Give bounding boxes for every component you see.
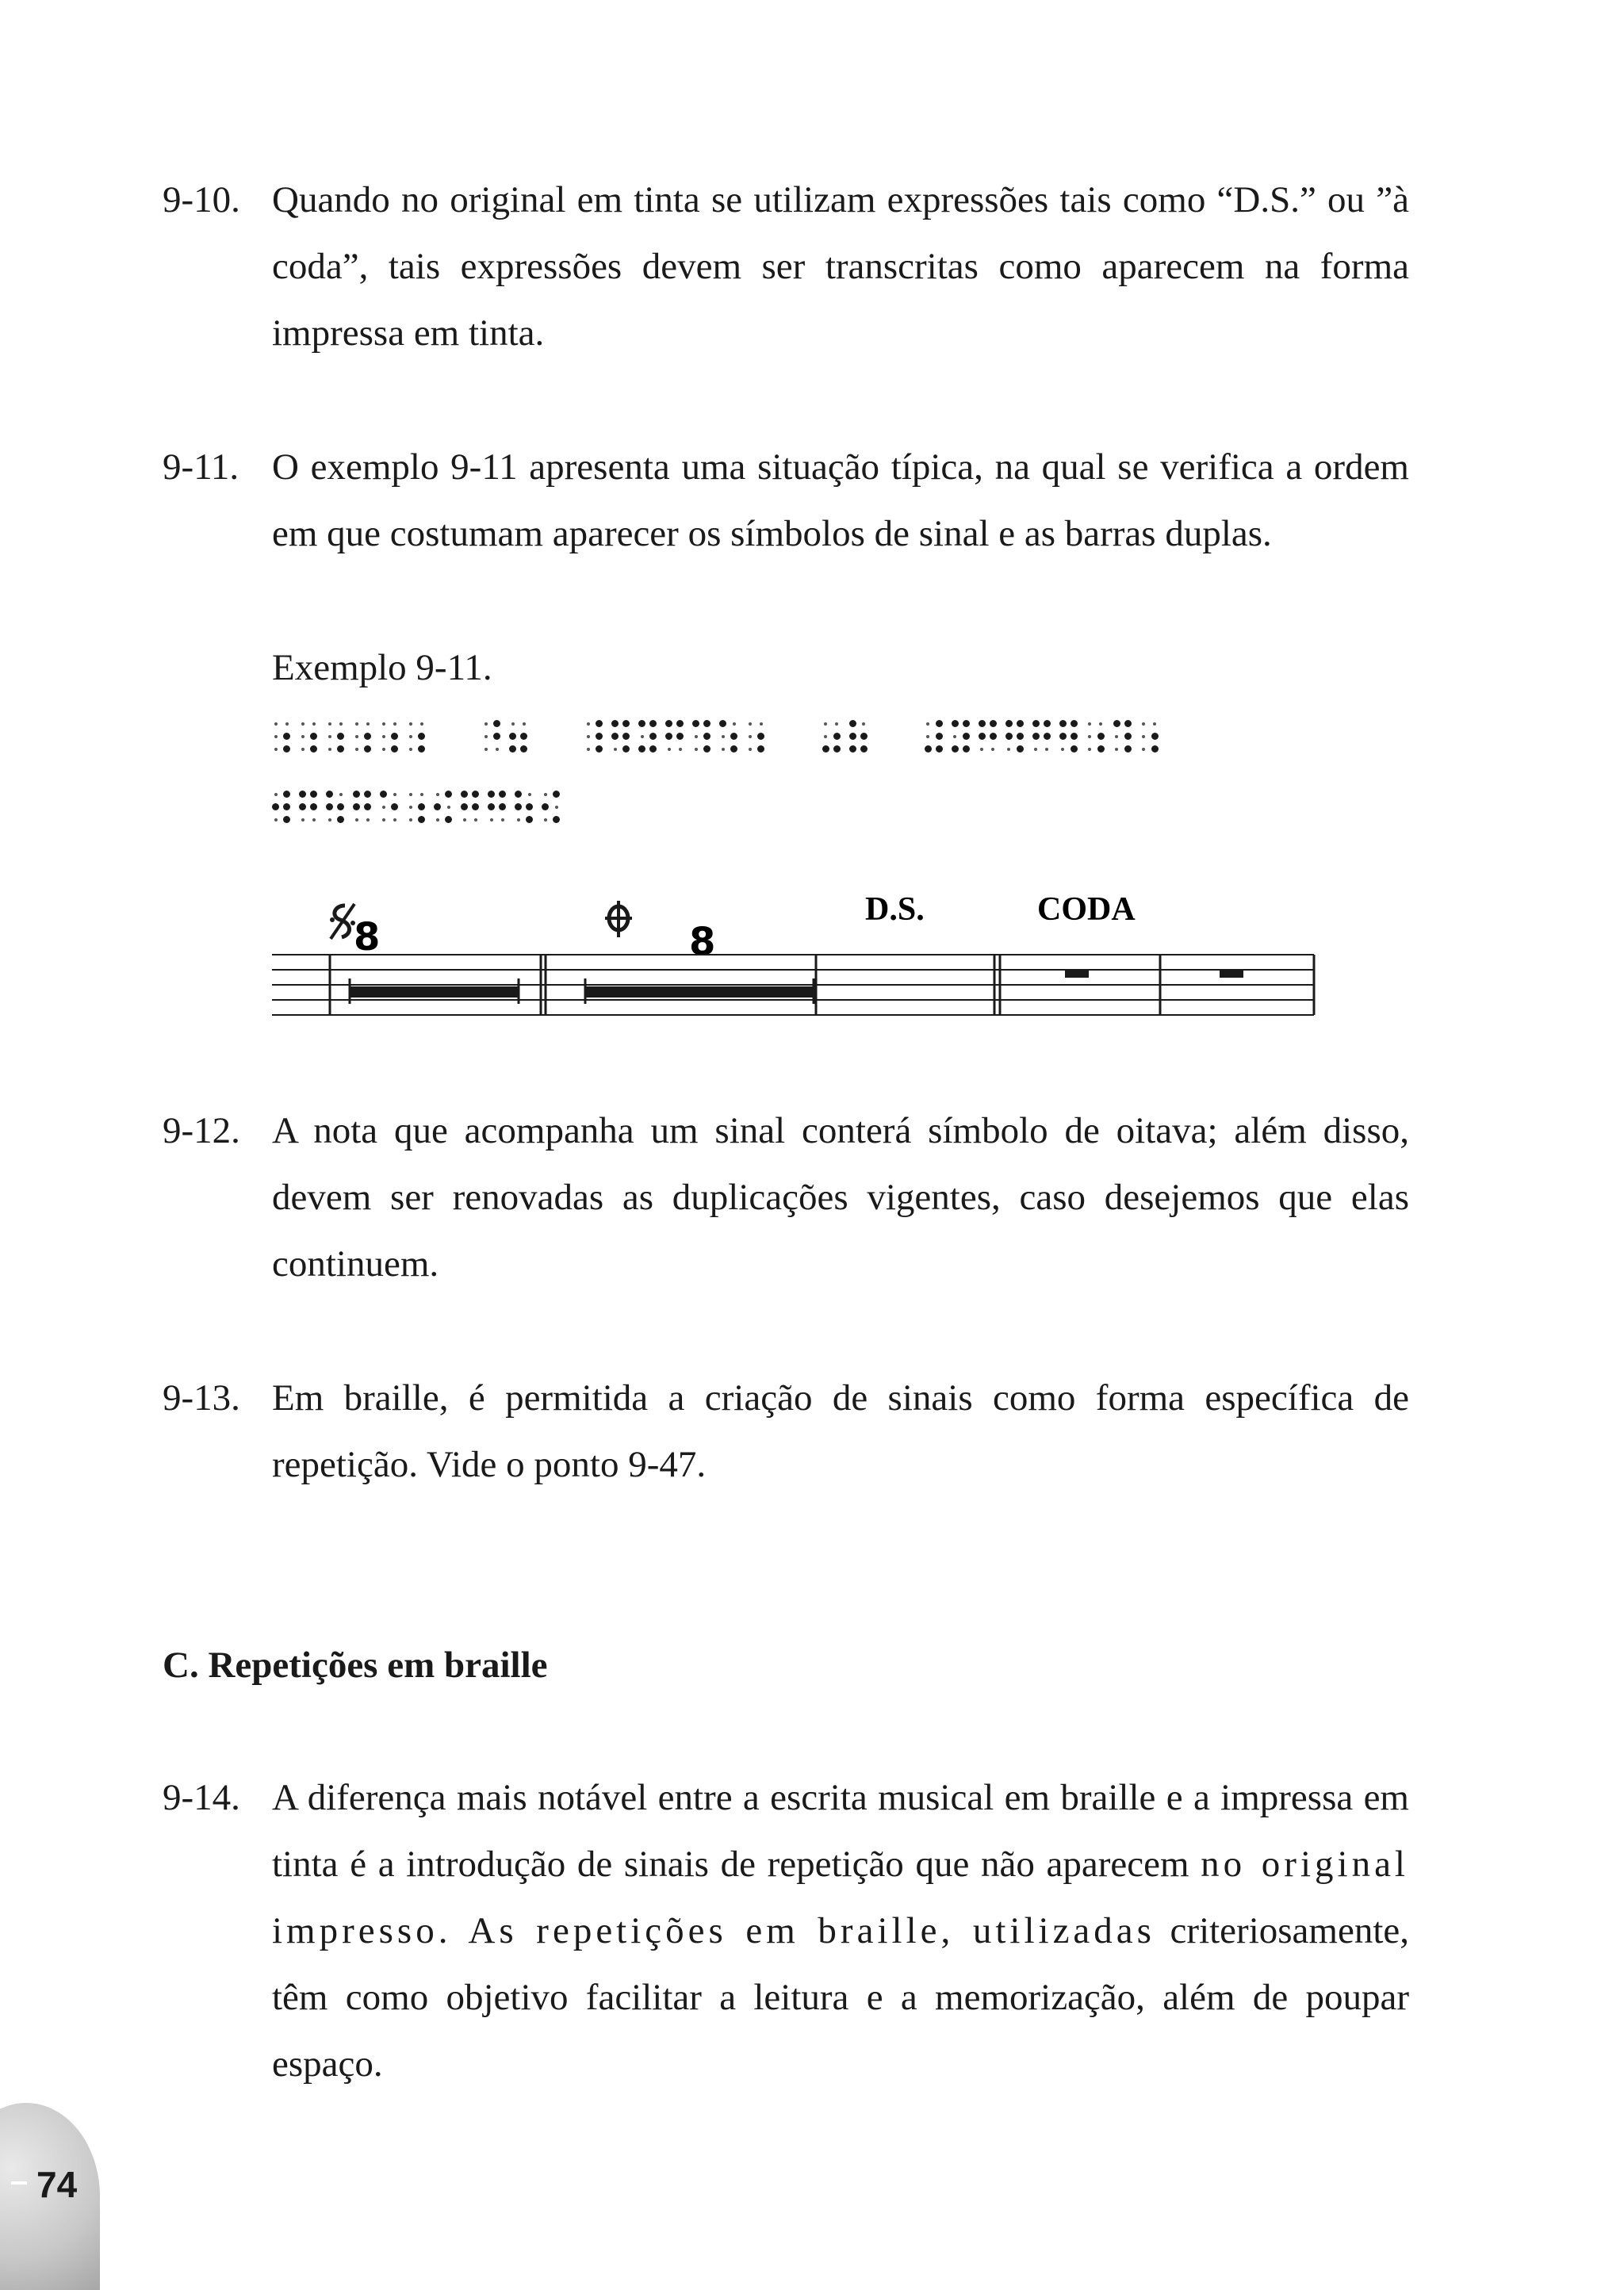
braille-dot [474,818,477,821]
braille-dot [517,818,520,821]
braille-dot [676,720,684,727]
braille-cell [272,720,289,760]
braille-dot [299,803,306,810]
paragraph-number: 9-14. [163,1777,240,1818]
braille-dot [1099,722,1102,726]
braille-dot [382,748,385,751]
braille-dot [692,720,699,727]
braille-dot [283,733,290,740]
braille-dot [1124,733,1132,740]
braille-dot [301,722,304,726]
braille-dot [461,803,468,810]
braille-dot [355,748,358,751]
braille-dot [511,722,515,726]
braille-dot [509,745,516,752]
braille-dot [409,806,412,809]
braille-dot [409,793,412,796]
staff-lines [272,955,1314,1015]
braille-dot [493,720,500,727]
paragraph-number: 9-12. [163,1110,240,1151]
braille-dot [339,722,343,726]
braille-cell [299,720,316,760]
segno-icon [330,904,355,939]
braille-dot [622,733,630,740]
braille-dot [364,745,371,752]
braille-dot [382,806,385,809]
braille-cell [1005,720,1023,760]
braille-cell [461,791,478,830]
braille-dot [1142,735,1145,738]
braille-dot [757,745,764,752]
braille-dot [418,745,425,752]
braille-dot [833,745,841,752]
braille-dot [668,748,671,751]
braille-dot [1115,735,1118,738]
braille-dot [649,733,657,740]
braille-dot [366,722,370,726]
rest-count-1: 8 [354,915,381,959]
braille-cell [488,791,505,830]
braille-dot [463,818,466,821]
braille-dot [488,803,495,810]
braille-dot [310,745,317,752]
braille-cell [925,720,942,760]
braille-dot [472,803,479,810]
braille-dot [703,720,710,727]
braille-dot [1034,748,1037,751]
braille-dot [833,733,841,740]
braille-dot [1059,720,1067,727]
braille-dot [434,803,441,810]
multi-rest-2 [585,986,814,998]
braille-dot [611,720,619,727]
braille-dot [393,722,396,726]
braille-dot [1097,745,1105,752]
braille-dot [824,722,827,726]
braille-dot [936,745,943,752]
braille-dot [1153,722,1156,726]
braille-dot [1071,720,1078,727]
braille-dot [337,816,344,823]
braille-dot [283,745,290,752]
braille-dot [1088,722,1091,726]
paragraph-9-14 [163,1764,1409,2097]
braille-dot [328,735,331,738]
braille-dot [760,722,763,726]
braille-dot [925,745,932,752]
braille-dot [849,733,856,740]
braille-dot [1059,733,1067,740]
braille-cell [380,791,397,830]
braille-cell [353,720,370,760]
braille-dot [391,803,398,810]
paragraph-text: A nota que acompanha um sinal conterá símbolo de oitava; além disso, devem ser renovadas as duplicações vigentes, caso desejemos que elas continuem. [272,1110,1409,1285]
braille-dot [822,745,829,752]
braille-dot [676,733,684,740]
braille-dot [328,818,331,821]
braille-cell [822,720,840,760]
braille-dot [555,806,558,809]
braille-cell [1032,720,1050,760]
braille-dot [1124,720,1132,727]
braille-dot [391,733,398,740]
braille-dot [542,803,549,810]
braille-dot [274,793,278,796]
braille-dot [614,748,617,751]
braille-dot [364,803,371,810]
paragraph-text: Em braille, é permitida a criação de sinais como forma específica de repetição. Vide o ponto 9-47. [272,1377,1409,1485]
braille-dot [824,735,827,738]
braille-dot [285,722,289,726]
braille-dot [493,733,500,740]
braille-dot [1142,748,1145,751]
braille-dot [490,818,493,821]
braille-dot [544,793,547,796]
braille-dot [665,720,672,727]
braille-dot [587,735,590,738]
braille-dot [963,720,970,727]
braille-dot [596,733,603,740]
braille-cell [849,720,867,760]
braille-dot [926,722,929,726]
braille-dot [509,733,516,740]
braille-dot [382,818,385,821]
coda-label: CODA [1037,891,1136,928]
multi-rest-1 [350,986,519,998]
braille-dot [849,720,856,727]
braille-dot [649,720,657,727]
braille-dot [1017,720,1024,727]
braille-dot [979,733,986,740]
braille-dot [1044,720,1051,727]
braille-dot [835,722,838,726]
music-score [272,872,1319,1031]
braille-dot [472,791,479,798]
braille-dot [353,803,360,810]
braille-dot [274,818,278,821]
braille-dot [409,818,412,821]
braille-cell [665,720,683,760]
braille-dot [301,735,304,738]
braille-dot [1032,733,1040,740]
braille-dot [274,748,278,751]
braille-dot [952,720,959,727]
braille-dot [926,735,929,738]
braille-dot [722,748,725,751]
braille-dot [299,791,306,798]
braille-dot [499,791,506,798]
braille-dot [990,720,997,727]
braille-dot [638,745,645,752]
braille-dot [499,803,506,810]
braille-dot [1005,720,1013,727]
whole-rest [1220,970,1243,978]
braille-dot [526,803,533,810]
braille-dot [849,745,856,752]
braille-cell [407,791,424,830]
braille-dot [301,748,304,751]
braille-dot [703,733,710,740]
braille-dot [622,720,630,727]
braille-dot [447,806,450,809]
braille-dot [1045,748,1048,751]
whole-rest [1065,970,1089,978]
braille-dot [488,791,495,798]
braille-dot [936,733,943,740]
braille-dot [420,722,423,726]
braille-dot [979,720,986,727]
braille-cell [746,720,764,760]
braille-dot [1017,733,1024,740]
braille-dot [1071,733,1078,740]
braille-dot [501,818,504,821]
braille-dot [952,745,959,752]
braille-dot [587,748,590,751]
paragraph-text: O exemplo 9-11 apresenta uma situação típica, na qual se verifica a ordem em que costumam aparecer os símbolos de sinal e as barras duplas. [272,446,1409,554]
braille-dot [730,733,737,740]
braille-dot [328,748,331,751]
braille-dot [272,803,279,810]
example-label: Exemplo 9-11. [272,647,492,688]
braille-dot [596,720,603,727]
paragraph-9-13 [163,1365,1409,1498]
braille-dot [283,791,290,798]
braille-dot [353,791,360,798]
braille-dot [719,720,726,727]
braille-dot [328,722,331,726]
braille-dot [339,793,343,796]
paragraph-number: 9-11. [163,446,239,488]
braille-dot [1088,748,1091,751]
paragraph-number: 9-10. [163,179,240,220]
braille-dot [749,735,752,738]
braille-dot [1071,745,1078,752]
braille-dot [283,816,290,823]
braille-cell [509,720,527,760]
paragraph-text-part: no original impresso. As repetições em braille, utilizadas [272,1844,1409,1951]
braille-dot [544,818,547,821]
braille-dot [963,733,970,740]
braille-dot [963,745,970,752]
paragraph-number: 9-13. [163,1377,240,1419]
braille-dot [418,803,425,810]
braille-cell [299,791,316,830]
braille-dot [283,803,290,810]
braille-dot [436,818,439,821]
braille-dot [445,791,452,798]
braille-dot [436,793,439,796]
braille-dot [695,735,698,738]
braille-cell [611,720,629,760]
braille-dot [310,733,317,740]
braille-dot [936,720,943,727]
braille-dot [862,722,865,726]
rest-count-2: 8 [689,920,716,964]
braille-dot [355,735,358,738]
braille-dot [991,748,994,751]
braille-dot [485,748,488,751]
braille-dot [1007,748,1010,751]
braille-dot [1113,720,1120,727]
braille-dot [364,791,371,798]
braille-dot [1097,733,1105,740]
braille-dot [1044,733,1051,740]
braille-dot [649,745,657,752]
braille-dot [418,733,425,740]
braille-cell [952,720,969,760]
braille-cell [979,720,996,760]
paragraph-9-12 [163,1097,1409,1297]
braille-dot [638,720,645,727]
braille-dot [420,793,423,796]
braille-dot [520,733,527,740]
braille-dot [301,818,304,821]
braille-cell [1113,720,1131,760]
braille-dot [409,735,412,738]
braille-dot [274,735,278,738]
braille-dot [860,745,868,752]
braille-cell [1059,720,1077,760]
braille-dot [485,722,488,726]
braille-dot [496,748,499,751]
braille-dot [611,733,619,740]
braille-cell [1140,720,1158,760]
braille-cell [692,720,710,760]
braille-dot [749,722,752,726]
braille-dot [515,791,522,798]
braille-dot [312,722,316,726]
braille-dot [1115,748,1118,751]
braille-dot [382,735,385,738]
braille-dot [382,722,385,726]
braille-dot [622,745,630,752]
section-heading: C. Repetições em braille [163,1645,548,1686]
braille-dot [990,733,997,740]
braille-dot [730,745,737,752]
braille-dot [1124,745,1132,752]
braille-dot [445,816,452,823]
braille-cell [638,720,656,760]
braille-cell [272,791,289,830]
braille-cell [326,791,343,830]
braille-dot [641,735,644,738]
braille-dot [953,735,956,738]
braille-cell [482,720,500,760]
paragraph-9-10 [163,167,1409,366]
braille-dot [310,803,317,810]
braille-dot [393,793,396,796]
braille-dot [337,745,344,752]
braille-dot [1151,745,1159,752]
braille-dot [366,818,370,821]
braille-dot [1005,733,1013,740]
braille-dot [326,803,333,810]
braille-dot [515,803,522,810]
braille-dot [596,745,603,752]
braille-dot [391,745,398,752]
braille-dot [695,748,698,751]
braille-dot [523,722,526,726]
braille-cell [326,720,343,760]
braille-dot [860,733,868,740]
braille-dot [461,791,468,798]
braille-dot [520,745,527,752]
braille-dot [310,791,317,798]
braille-cell [584,720,602,760]
braille-dot [364,733,371,740]
braille-dot [553,791,560,798]
braille-cell [542,791,559,830]
braille-dot [980,748,983,751]
braille-dot [355,722,358,726]
braille-dot [393,818,396,821]
braille-dot [733,722,736,726]
braille-dot [1061,748,1064,751]
braille-dot [355,818,358,821]
paragraph-text [272,1764,1409,2097]
braille-cell [407,720,424,760]
braille-dot [703,745,710,752]
braille-dot [409,722,412,726]
braille-cell [1086,720,1104,760]
braille-dot [665,733,672,740]
ds-label: D.S. [865,891,925,928]
braille-dot [274,722,278,726]
braille-dot [1151,733,1159,740]
paragraph-text: Quando no original em tinta se utilizam expressões tais como “D.S.” ou ”à coda”, tais expressões devem ser transcritas como aparecem na forma impressa em tinta. [272,179,1409,354]
braille-dot [485,735,488,738]
braille-dot [722,735,725,738]
braille-dot [587,722,590,726]
braille-cell [515,791,532,830]
braille-dot [380,791,387,798]
braille-dot [1032,720,1040,727]
braille-dot [526,816,533,823]
braille-dot [553,816,560,823]
braille-dot [312,818,316,821]
page-number: 74 [36,2164,78,2205]
braille-dot [528,793,531,796]
braille-dot [1017,745,1024,752]
braille-dot [757,733,764,740]
braille-cell [353,791,370,830]
paragraph-9-11 [163,434,1409,567]
braille-dot [337,733,344,740]
braille-dot [679,748,682,751]
braille-cell [434,791,451,830]
braille-dot [409,748,412,751]
braille-dot [749,748,752,751]
braille-cell [719,720,737,760]
coda-icon [605,901,632,937]
page-tab-mark [11,2181,27,2185]
paragraph-text-part: A diferença mais notável entre a escrita musical em braille e a impressa em tinta é a introdução de sinais de repetição que não aparecem [272,1777,1409,1885]
braille-dot [418,816,425,823]
braille-cell [380,720,397,760]
braille-dot [326,791,333,798]
braille-dot [337,803,344,810]
paragraph-text-part: criteriosamente, têm como objetivo facilitar a leitura e a memorização, além de poupar espaço. [272,1910,1409,2085]
braille-dot [1088,735,1091,738]
braille-dot [1142,722,1145,726]
